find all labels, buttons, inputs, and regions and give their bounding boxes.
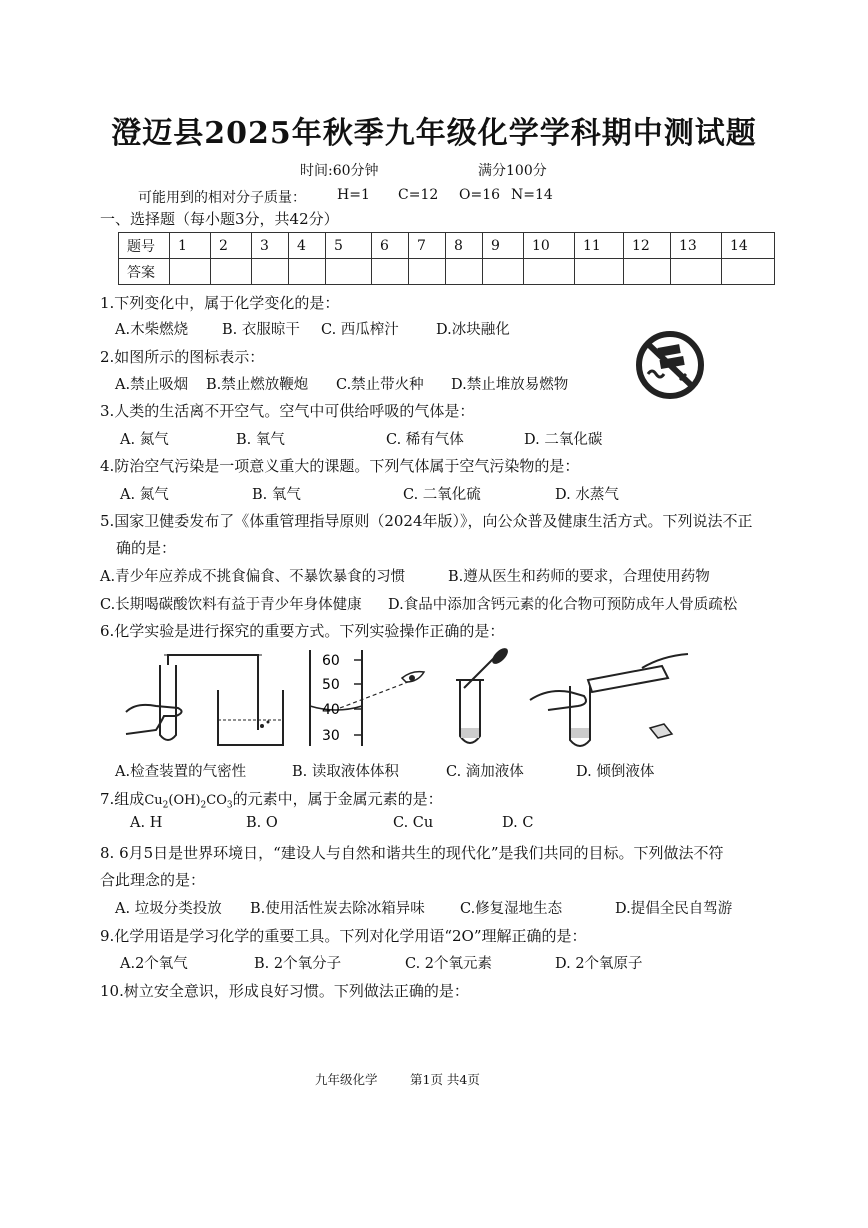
q5-stem-line1: 5.国家卫健委发布了《体重管理指导原则（2024年版）》，向公众普及健康生活方式。下列说法不正 <box>100 512 753 530</box>
question-number: 11 <box>575 233 624 259</box>
q5-stem-line2: 确的是： <box>116 539 177 557</box>
pouring-liquid-figure <box>522 648 692 748</box>
q9-stem: 9.化学用语是学习化学的重要工具。下列对化学用语“2O”理解正确的是： <box>100 927 587 945</box>
q3-stem: 3.人类的生活离不开空气。空气中可供给呼吸的气体是： <box>100 402 475 420</box>
q5-option-a: A.青少年应养成不挑食偏食、不暴饮暴食的习惯 <box>100 569 406 585</box>
q1-option-a: A.木柴燃烧 <box>115 322 189 338</box>
answer-table <box>118 232 775 285</box>
answer-cell[interactable] <box>372 259 409 285</box>
section-heading: 一、选择题（每小题3分，共42分） <box>100 210 339 228</box>
question-number: 14 <box>722 233 775 259</box>
row-label-answer: 答案 <box>119 259 170 285</box>
question-number: 9 <box>483 233 524 259</box>
q7-stem-prefix: 7.组成 <box>100 790 145 808</box>
question-number: 2 <box>211 233 252 259</box>
q6-option-a: A.检查装置的气密性 <box>115 764 247 780</box>
q4-stem: 4.防治空气污染是一项意义重大的课题。下列气体属于空气污染物的是： <box>100 457 580 475</box>
atomic-mass-n: N=14 <box>511 187 553 203</box>
page-title: 澄迈县2025年秋季九年级化学学科期中测试题 <box>111 116 757 151</box>
q6-option-d: D. 倾倒液体 <box>576 764 655 780</box>
q6-option-c: C. 滴加液体 <box>446 764 524 780</box>
answer-cell[interactable] <box>671 259 722 285</box>
answer-cell[interactable] <box>252 259 289 285</box>
q2-stem: 2.如图所示的图标表示： <box>100 348 265 366</box>
answer-cell[interactable] <box>170 259 211 285</box>
full-score: 满分100分 <box>478 163 547 179</box>
tick-label-50: 50 <box>322 677 340 693</box>
answer-cell[interactable] <box>289 259 326 285</box>
q3-option-a: A. 氮气 <box>120 432 169 448</box>
tick-label-60: 60 <box>322 653 340 669</box>
answer-cell[interactable] <box>624 259 671 285</box>
q1-option-d: D.冰块融化 <box>436 322 510 338</box>
tick-label-30: 30 <box>322 728 340 744</box>
q8-stem-line2: 合此理念的是： <box>100 871 206 889</box>
q1-stem: 1.下列变化中，属于化学变化的是： <box>100 294 340 312</box>
q4-option-c: C. 二氧化硫 <box>403 487 481 503</box>
q8-option-d: D.提倡全民自驾游 <box>615 901 733 917</box>
answer-table-answer-row <box>119 259 775 285</box>
question-number: 1 <box>170 233 211 259</box>
q4-option-a: A. 氮气 <box>120 487 169 503</box>
answer-cell[interactable] <box>575 259 624 285</box>
q1-option-b: B. 衣服晾干 <box>222 322 300 338</box>
answer-table-number-row <box>119 233 775 259</box>
q8-stem-line1: 8. 6月5日是世界环境日，“建设人与自然和谐共生的现代化”是我们共同的目标。下列做法不符 <box>100 844 724 862</box>
q8-option-c: C.修复湿地生态 <box>460 901 563 917</box>
q9-option-d: D. 2个氧原子 <box>555 956 643 972</box>
answer-cell[interactable] <box>409 259 446 285</box>
atomic-mass-o: O=16 <box>459 187 501 203</box>
row-label-number: 题号 <box>119 233 170 259</box>
q9-option-b: B. 2个氧分子 <box>254 956 342 972</box>
q10-stem: 10.树立安全意识，形成良好习惯。下列做法正确的是： <box>100 982 469 1000</box>
q7-stem-suffix: 的元素中，属于金属元素的是： <box>232 790 443 808</box>
q7-option-a: A. H <box>130 815 163 831</box>
question-number: 10 <box>524 233 575 259</box>
q4-option-d: D. 水蒸气 <box>555 487 619 503</box>
q7-stem <box>100 788 443 811</box>
q9-option-a: A.2个氧气 <box>120 956 188 972</box>
eye-icon <box>402 672 424 682</box>
footer-subject: 九年级化学 <box>315 1072 378 1087</box>
q7-option-d: D. C <box>502 815 534 831</box>
no-firecrackers-sign-icon <box>630 330 710 400</box>
q3-option-d: D. 二氧化碳 <box>524 432 603 448</box>
footer-page-number: 第1页 共4页 <box>410 1072 480 1087</box>
question-number: 5 <box>326 233 372 259</box>
airtightness-check-figure <box>118 650 288 750</box>
answer-cell[interactable] <box>326 259 372 285</box>
graduated-cylinder-figure <box>300 648 440 748</box>
answer-cell[interactable] <box>211 259 252 285</box>
q6-stem: 6.化学实验是进行探究的重要方式。下列实验操作正确的是： <box>100 622 505 640</box>
question-number: 12 <box>624 233 671 259</box>
q7-option-c: C. Cu <box>393 815 434 831</box>
answer-cell[interactable] <box>722 259 775 285</box>
question-number: 13 <box>671 233 722 259</box>
q8-option-b: B.使用活性炭去除冰箱异味 <box>250 901 425 917</box>
dropper-figure <box>448 648 518 748</box>
q3-option-b: B. 氧气 <box>236 432 285 448</box>
q2-option-c: C.禁止带火种 <box>336 377 424 393</box>
q4-option-b: B. 氧气 <box>252 487 301 503</box>
question-number: 4 <box>289 233 326 259</box>
exam-time: 时间:60分钟 <box>300 163 379 179</box>
q2-option-a: A.禁止吸烟 <box>115 377 189 393</box>
question-number: 7 <box>409 233 446 259</box>
atomic-mass-h: H=1 <box>337 187 370 203</box>
q1-option-c: C. 西瓜榨汁 <box>321 322 399 338</box>
atomic-mass-c: C=12 <box>398 187 439 203</box>
q2-option-d: D.禁止堆放易燃物 <box>451 377 569 393</box>
atomic-mass-label: 可能用到的相对分子质量： <box>138 190 306 206</box>
tick-label-40: 40 <box>322 702 340 718</box>
q5-option-d: D.食品中添加含钙元素的化合物可预防成年人骨质疏松 <box>388 597 738 613</box>
question-number: 3 <box>252 233 289 259</box>
question-number: 6 <box>372 233 409 259</box>
q5-option-c: C.长期喝碳酸饮料有益于青少年身体健康 <box>100 597 362 613</box>
question-number: 8 <box>446 233 483 259</box>
answer-cell[interactable] <box>483 259 524 285</box>
answer-cell[interactable] <box>524 259 575 285</box>
q5-option-b: B.遵从医生和药师的要求，合理使用药物 <box>448 569 710 585</box>
q8-option-a: A. 垃圾分类投放 <box>115 901 222 917</box>
q9-option-c: C. 2个氧元素 <box>405 956 493 972</box>
q6-option-b: B. 读取液体体积 <box>292 764 399 780</box>
q3-option-c: C. 稀有气体 <box>386 432 464 448</box>
q2-option-b: B.禁止燃放鞭炮 <box>206 377 309 393</box>
q7-formula: $Cu_2(OH)_2CO_3$ <box>144 793 233 811</box>
q7-option-b: B. O <box>246 815 278 831</box>
answer-cell[interactable] <box>446 259 483 285</box>
